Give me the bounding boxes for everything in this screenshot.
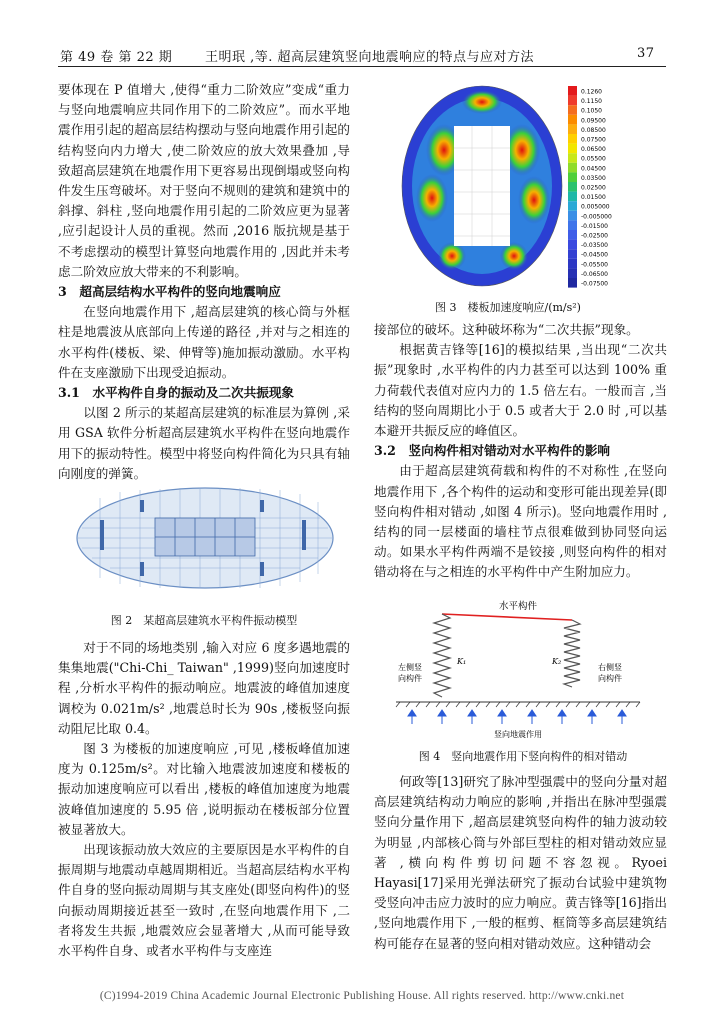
legend-swatch	[568, 144, 577, 154]
legend-label: -0.01500	[581, 222, 608, 230]
journal-issue: 第 49 卷 第 22 期	[60, 50, 173, 65]
paragraph: 对于不同的场地类别 ,输入对应 6 度多遇地震的集集地震("Chi-Chi_ Taiwan" ,1999)竖向加速度时程 ,分析水平构件的振动响应。地震波的峰值加速度调校为 0.021m/s² ,地震总时长为 90s ,楼板竖向振动阻尼比取 0.4。	[58, 640, 350, 736]
legend-swatch	[568, 86, 577, 96]
beam-label: 水平构件	[498, 601, 538, 612]
paragraph: 由于超高层建筑荷载和构件的不对称性 ,在竖向地震作用下 ,各个构件的运动和变形可能出现差异(即竖向构件相对错动 ,如图 4 所示)。竖向地震作用时 ,结构的同一层楼面的墙柱节点很难做到协同竖向运动。如果水平构件两端不是铰接 ,则竖向构件的相对错动将在与之相连的水平构件中产生附加应力。	[374, 463, 667, 580]
legend-label: 0.05500	[581, 155, 606, 163]
legend-swatch	[568, 192, 577, 202]
legend-label: 0.07500	[581, 136, 606, 144]
right-member-label: 向构件	[598, 674, 622, 683]
paragraph: 图 3 为楼板的加速度响应 ,可见 ,楼板峰值加速度为 0.125m/s²。对比输入地震波加速度和楼板的振动加速度响应可以看出 ,楼板的峰值加速度为地震波峰值加速度的 5.95 倍 ,说明振动在楼板部分位置被显著放大。	[58, 741, 350, 837]
legend-swatch	[568, 163, 577, 173]
legend-swatch	[568, 230, 577, 240]
seismic-arrows	[408, 710, 626, 724]
k2-label: K₂	[552, 657, 562, 666]
legend-label: 0.09500	[581, 117, 606, 125]
legend-label: 0.1050	[581, 107, 602, 115]
figure-4-relative-displacement	[392, 598, 644, 740]
paragraph: 在竖向地震作用下 ,超高层建筑的核心筒与外框柱是地震波从底部向上传递的路径 ,并对与之相连的水平构件(楼板、梁、伸臂等)施加振动激励。水平构件在支座激励下出现受迫振动。	[58, 304, 350, 380]
legend-swatch	[568, 115, 577, 125]
legend-swatch	[568, 268, 577, 278]
paragraph: 何政等[13]研究了脉冲型强震中的竖向分量对超高层建筑结构动力响应的影响 ,并指出在脉冲型强震竖向分量作用下 ,超高层建筑竖向构件的轴力波动较为明显 ,内部核心筒与外部巨型柱的相对错动效应显著 ,横向构件剪切问题不容忽视。Ryoei Hayasi[17]采用光弹法研究了振动台试验中建筑物受竖向冲击应力波时的应力响应。黄吉锋等[16]指出 ,竖向地震作用下 ,一般的框剪、框筒等多高层建筑结构可能存在显著的竖向相对错动效应。这种错动会	[374, 774, 667, 951]
figure-3-caption: 图 3 楼板加速度响应/(m/s²)	[435, 301, 581, 314]
left-member-label: 向构件	[398, 674, 422, 683]
right-member-label: 右侧竖	[598, 663, 622, 672]
ground-motion-label: 竖向地震作用	[494, 730, 542, 739]
legend-swatch	[568, 278, 577, 288]
paragraph: 出现该振动放大效应的主要原因是水平构件的自振周期与地震动卓越周期相近。当超高层结构水平构件自身的竖向振动周期与其支座处(即竖向构件)的竖向振动周期接近甚至一致时 ,在竖向地震作用下 ,二者将发生共振 ,地震效应会显著增大 ,从而可能导致水平构件自身、或者水平构件与支座连	[58, 842, 350, 959]
legend-label: 0.06500	[581, 146, 606, 154]
color-legend-bar	[568, 86, 577, 288]
legend-swatch	[568, 220, 577, 230]
legend-label: 0.005000	[581, 203, 610, 211]
ground	[396, 702, 640, 707]
left-spring-k1	[434, 614, 450, 697]
legend-label: -0.05500	[581, 261, 608, 269]
legend-swatch	[568, 201, 577, 211]
legend-label: -0.02500	[581, 232, 608, 240]
legend-label: 0.01500	[581, 194, 606, 202]
paragraph: 以图 2 所示的某超高层建筑的标准层为算例 ,采用 GSA 软件分析超高层建筑水平构件在竖向地震作用下的振动特性。模型中将竖向构件简化为只具有轴向刚度的弹簧。	[58, 405, 350, 481]
header-rule	[58, 66, 666, 67]
legend-label: -0.07500	[581, 280, 608, 288]
left-column-bottom	[58, 638, 350, 961]
horizontal-beam	[442, 614, 572, 620]
running-title: 王明珉 ,等. 超高层建筑竖向地震响应的特点与应对方法	[205, 50, 535, 65]
core-tube	[155, 518, 255, 556]
section-heading-3: 3 超高层结构水平构件的竖向地震响应	[58, 284, 281, 300]
contour-ellipse	[402, 86, 562, 286]
section-heading-3-2: 3.2 竖向构件相对错动对水平构件的影响	[374, 443, 611, 459]
figure-3-acceleration-contour	[392, 78, 620, 294]
legend-label: 0.1260	[581, 88, 602, 96]
k1-label: K₁	[457, 657, 467, 666]
left-member-label: 左侧竖	[398, 663, 422, 672]
legend-swatch	[568, 211, 577, 221]
right-column-top	[374, 320, 667, 583]
legend-label: -0.06500	[581, 270, 608, 278]
legend-swatch	[568, 249, 577, 259]
legend-swatch	[568, 153, 577, 163]
legend-label: 0.04500	[581, 165, 606, 173]
legend-label: -0.03500	[581, 242, 608, 250]
legend-swatch	[568, 240, 577, 250]
legend-label: 0.02500	[581, 184, 606, 192]
legend-label: 0.08500	[581, 126, 606, 134]
legend-swatch	[568, 182, 577, 192]
right-column-bottom	[374, 772, 667, 954]
legend-swatch	[568, 105, 577, 115]
paragraph: 要体现在 P 值增大 ,使得“重力二阶效应”变成“重力与竖向地震响应共同作用下的二阶效应”。而水平地震作用引起的超高层结构摆动与竖向地震作用引起的结构竖向内力增大 ,使二阶效应的放大效果叠加 ,导致超高层建筑在地震作用下更容易出现倒塌或竖向构件发生压弯破坏。对于竖向不规则的建筑和建筑中的斜撑、斜柱 ,竖向地震作用引起的二阶效应更为显著 ,应引起设计人员的重视。然而 ,2016 版抗规是基于不考虑摆动的模型计算竖向地震作用的 ,因此并未考虑二阶效应放大带来的不利影响。	[58, 82, 350, 279]
legend-label: 0.1150	[581, 98, 602, 106]
color-legend-labels	[581, 89, 612, 288]
right-spring-k2	[564, 620, 580, 687]
legend-label: -0.04500	[581, 251, 608, 259]
figure-4-caption: 图 4 竖向地震作用下竖向构件的相对错动	[418, 750, 628, 763]
legend-swatch	[568, 172, 577, 182]
page-number: 37	[637, 46, 655, 61]
legend-label: -0.005000	[581, 213, 612, 221]
copyright-footer: (C)1994-2019 China Academic Journal Electronic Publishing House. All rights reserved. http://www.cnki.net	[99, 990, 625, 1002]
legend-swatch	[568, 96, 577, 106]
legend-label: 0.03500	[581, 174, 606, 182]
legend-swatch	[568, 134, 577, 144]
left-column-top	[58, 80, 350, 484]
legend-swatch	[568, 124, 577, 134]
paragraph: 接部位的破坏。这种破坏称为“二次共振”现象。	[374, 322, 639, 337]
figure-2-floor-model	[70, 470, 340, 598]
figure-2-caption: 图 2 某超高层建筑水平构件振动模型	[110, 614, 298, 627]
legend-swatch	[568, 259, 577, 269]
section-heading-3-1: 3.1 水平构件自身的振动及二次共振现象	[58, 385, 295, 401]
paragraph: 根据黄吉锋等[16]的模拟结果 ,当出现“二次共振”现象时 ,水平构件的内力甚至可以达到 100% 重力荷载代表值对应内力的 1.5 倍左右。一般而言 ,当结构的竖向周期比小于 0.5 或者大于 2.0 时 ,可以基本避开共振反应的峰值区。	[374, 342, 667, 439]
